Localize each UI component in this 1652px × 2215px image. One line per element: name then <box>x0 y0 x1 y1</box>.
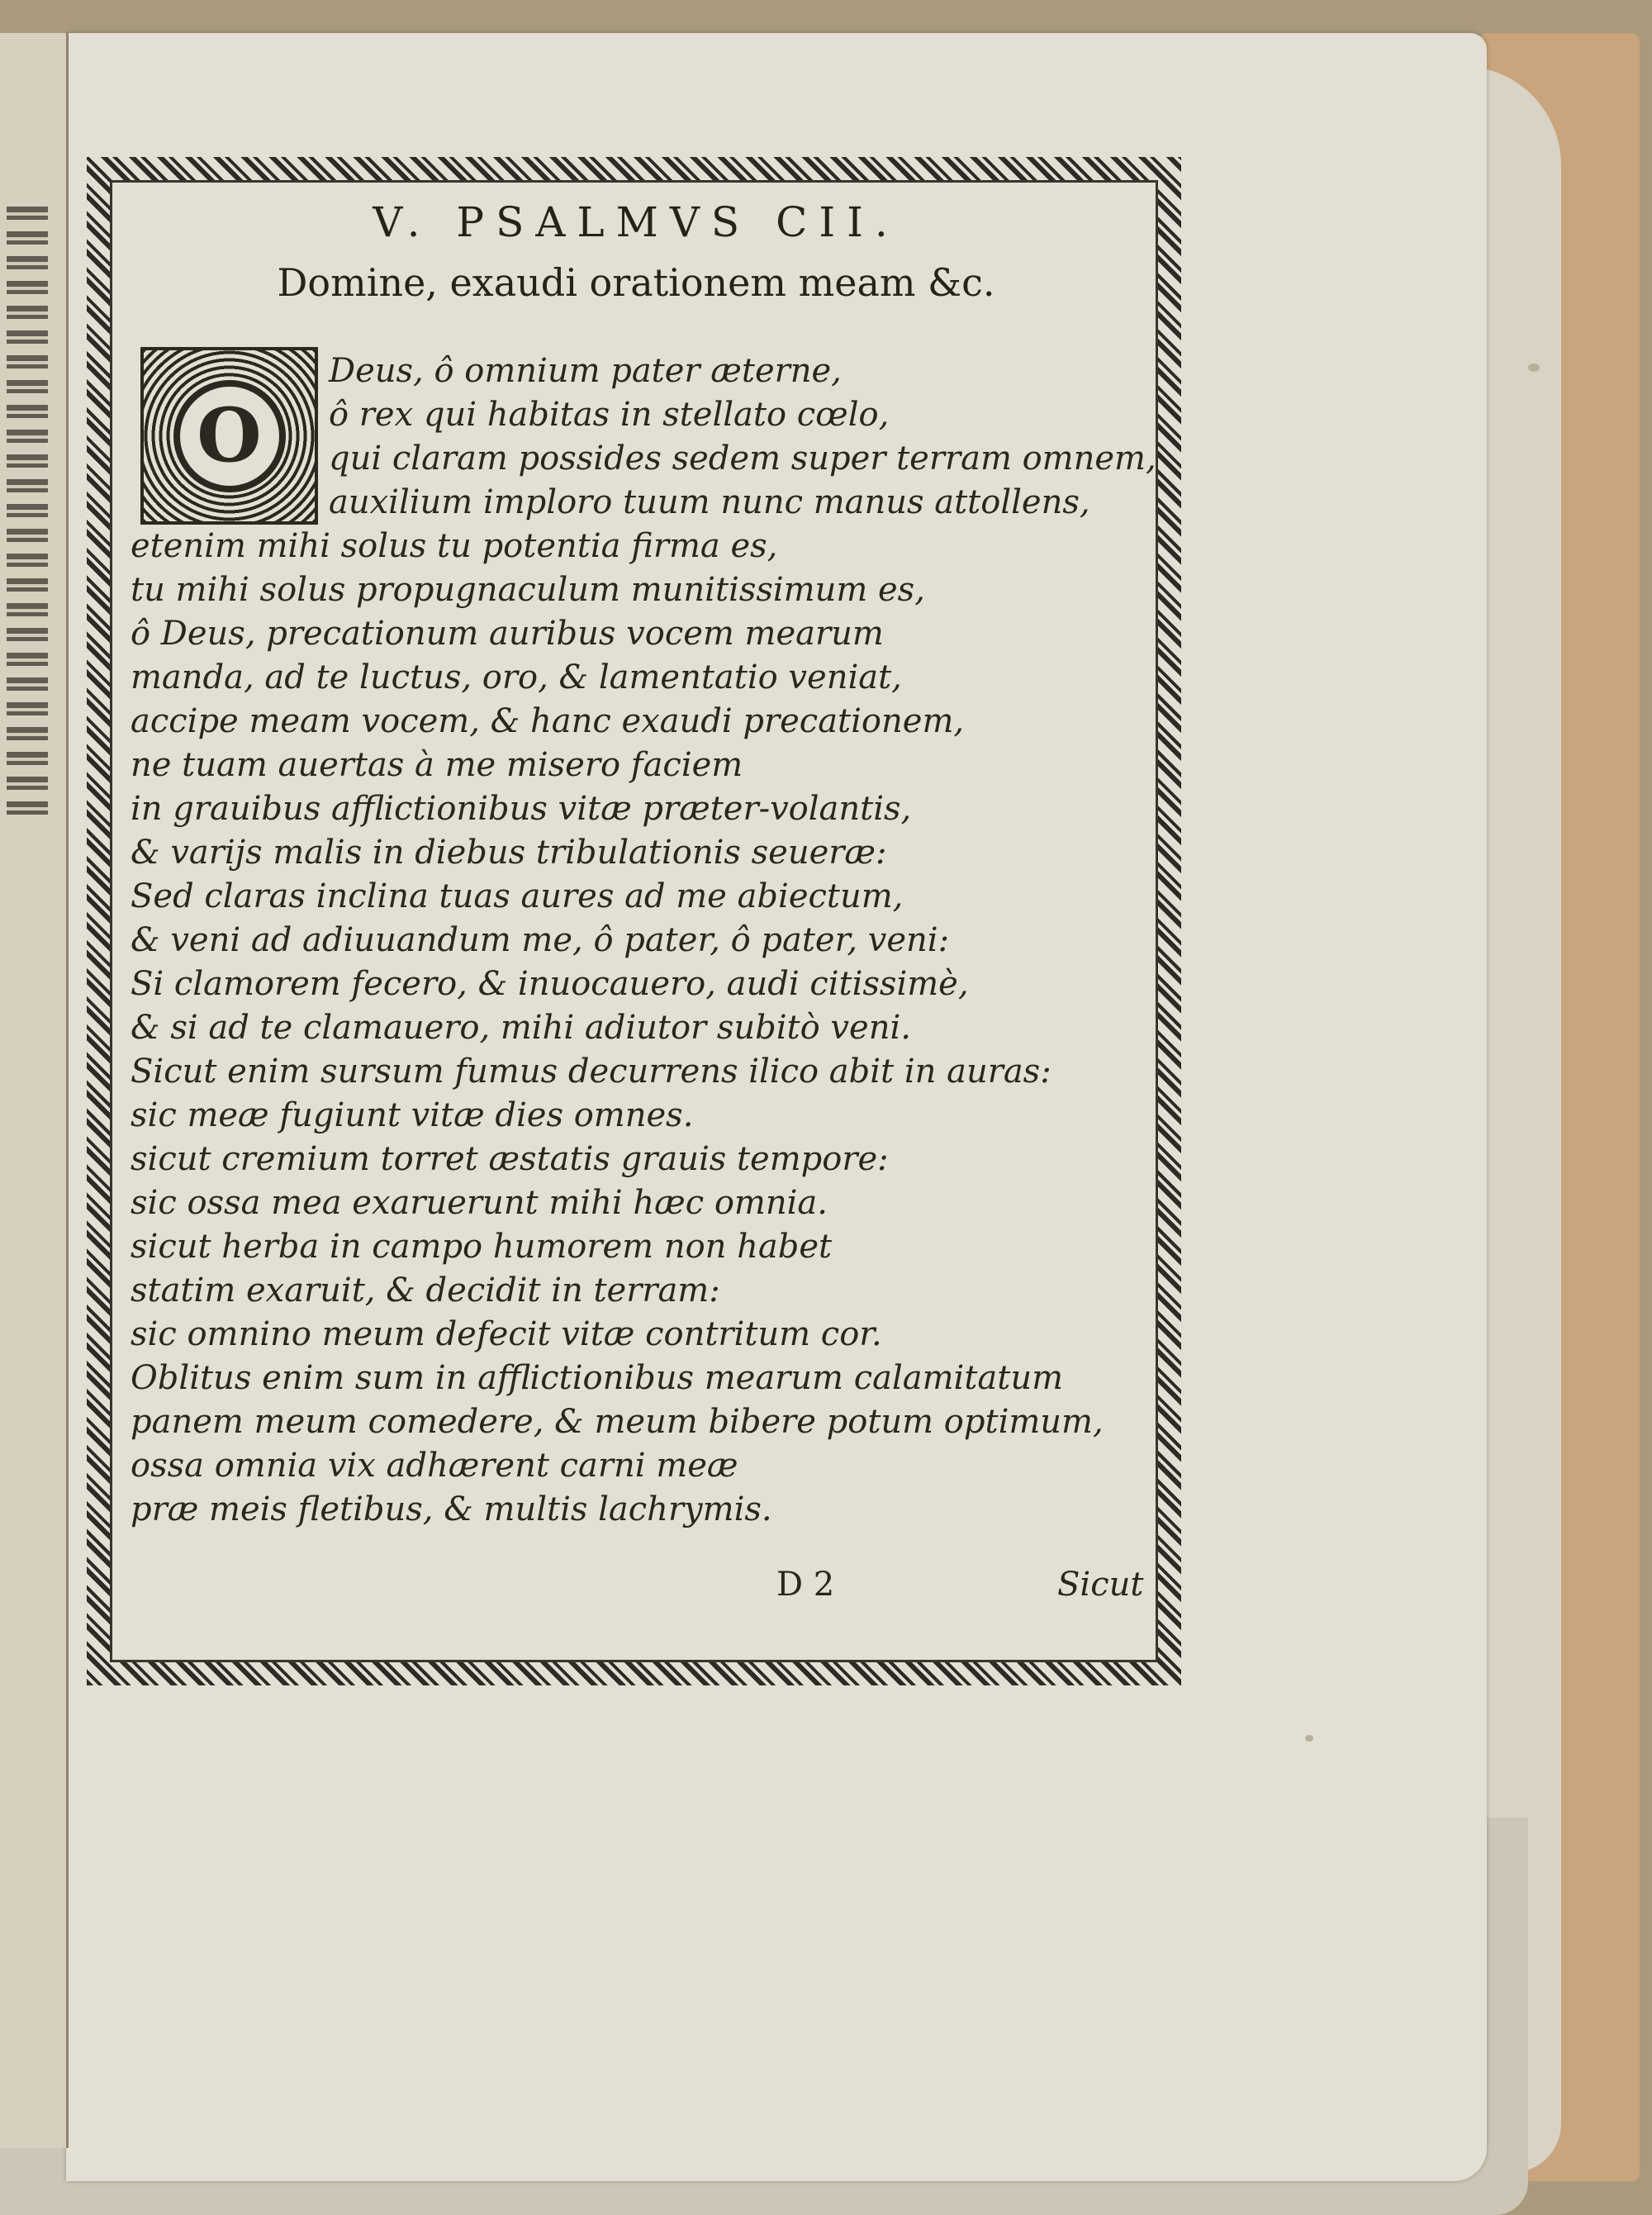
text-line: sicut herba in campo humorem non habet <box>131 1228 833 1266</box>
text-line: ossa omnia vix adhærent carni meæ <box>131 1447 738 1485</box>
text-line: Deus, ô omnium pater æterne, <box>329 352 842 390</box>
psalm-heading: V. PSALMVS CII. <box>373 198 900 246</box>
text-line: & veni ad adiuuandum me, ô pater, ô pater, veni: <box>131 921 950 959</box>
psalm-incipit: Domine, exaudi orationem meam &c. <box>277 260 995 305</box>
text-line: & varijs malis in diebus tribulationis seueræ: <box>131 834 887 872</box>
text-line: etenim mihi solus tu potentia firma es, <box>131 527 778 565</box>
text-line: Si clamorem fecero, & inuocauero, audi citissimè, <box>131 965 969 1003</box>
text-line: Sed claras inclina tuas aures ad me abiectum, <box>131 877 904 915</box>
text-line: sic ossa mea exaruerunt mihi hæc omnia. <box>131 1184 828 1222</box>
text-line: tu mihi solus propugnaculum munitissimum es, <box>131 571 925 609</box>
text-line: sic omnino meum defecit vitæ contritum cor. <box>131 1315 882 1353</box>
text-line: auxilium imploro tuum nunc manus attollens, <box>329 483 1090 521</box>
signature-mark: D 2 <box>776 1566 835 1604</box>
decorated-initial <box>140 347 318 525</box>
paper-spot <box>1528 364 1540 372</box>
text-line: sicut cremium torret æstatis grauis tempore: <box>131 1140 889 1178</box>
text-line: & si ad te clamauero, mihi adiutor subitò veni. <box>131 1009 911 1047</box>
text-line: manda, ad te luctus, oro, & lamentatio veniat, <box>131 658 902 696</box>
facing-page-edge <box>0 33 69 2148</box>
text-line: sic meæ fugiunt vitæ dies omnes. <box>131 1096 694 1134</box>
text-line: ô rex qui habitas in stellato cœlo, <box>329 396 890 434</box>
text-line: panem meum comedere, & meum bibere potum optimum, <box>131 1403 1104 1441</box>
catchword: Sicut <box>1057 1566 1144 1604</box>
text-line: ô Deus, precationum auribus vocem mearum <box>131 615 884 653</box>
initial-letter: O <box>173 380 286 492</box>
text-line: Oblitus enim sum in afflictionibus mearum calamitatum <box>131 1359 1064 1397</box>
text-line: qui claram possides sedem super terram omnem, <box>329 440 1156 478</box>
text-line: in grauibus afflictionibus vitæ præter-volantis, <box>131 790 912 828</box>
text-line: accipe meam vocem, & hanc exaudi precationem, <box>131 702 965 740</box>
text-line: Sicut enim sursum fumus decurrens ilico abit in auras: <box>131 1053 1051 1091</box>
text-line: præ meis fletibus, & multis lachrymis. <box>131 1490 772 1528</box>
text-line: ne tuam auertas à me misero faciem <box>131 746 743 784</box>
text-line: statim exaruit, & decidit in terram: <box>131 1271 720 1310</box>
paper-spot <box>1305 1735 1313 1742</box>
facing-page-ornament <box>7 207 48 826</box>
